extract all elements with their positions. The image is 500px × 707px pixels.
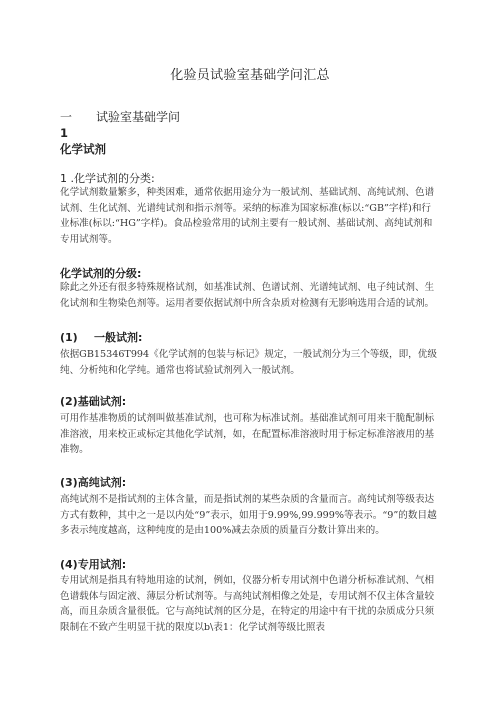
section-number: 一 [60, 110, 73, 124]
paragraph-general-reagent: 依据GB15346T994《化学试剂的包装与标记》规定，一般试剂分为三个等级，即，优级纯、分析纯和化学纯。通常也将试验试剂列入一般试剂。 [60, 349, 437, 376]
heading-grading: 化学试剂的分级: [60, 267, 142, 280]
heading-special-reagent: (4)专用试剂: [60, 558, 127, 571]
paragraph-grading: 除此之外还有很多特殊规格试剂，如基准试剂、色谱试剂、光谱纯试剂、电子纯试剂、生化试剂和生物染色剂等。运用者要依据试剂中所含杂质对检测有无影响选用合适的试剂。 [60, 282, 435, 309]
heading-general-label: 一般试剂: [94, 331, 143, 344]
section-heading [60, 108, 180, 125]
paragraph-classification: 化学试剂数量繁多，种类困难，通常依据用途分为一般试剂、基础试剂、高纯试剂、色谱试剂、生化试剂、光谱纯试剂和指示剂等。采纳的标准为国家标准(标以:“GB”字样)和行业标准(标以:“HG”字样)。食品检验常用的试剂主要有一般试剂、基础试剂、高纯试剂和专用试剂等。 [60, 187, 435, 245]
section-label: 试验室基础学问 [96, 110, 181, 124]
subsection-title: 化学试剂 [60, 142, 106, 156]
heading-high-purity: (3)高纯试剂: [60, 476, 127, 489]
paragraph-basic-reagent: 可用作基准物质的试剂叫做基准试剂，也可称为标准试剂。基础准试剂可用来干脆配制标准溶液，用来校正或标定其他化学试剂，如，在配置标准溶液时用于标定标准溶液用的基准物。 [60, 413, 435, 456]
subsection-number: 1 [60, 126, 69, 140]
heading-classification: 1 .化学试剂的分类: [60, 172, 155, 185]
paragraph-special-reagent: 专用试剂是指具有特地用途的试剂，例如，仪器分析专用试剂中色谱分析标准试剂、气相色谱载体与固定液、薄层分析试剂等。与高纯试剂相像之处是，专用试剂不仅主体含量较高，而且杂质含量很低。它与高纯试剂的区分是，在特定的用途中有干扰的杂质成分只须限制在不致产生明显干扰的限度以b\表1：化学试剂等级比照表 [60, 575, 435, 633]
heading-basic-reagent: (2)基础试剂: [60, 395, 127, 408]
document-title: 化验员试验室基础学问汇总 [170, 68, 330, 83]
heading-general-number: (1) [60, 331, 78, 344]
paragraph-high-purity: 高纯试剂不是指试剂的主体含量，而是指试剂的某些杂质的含量而言。高纯试剂等级表达方式有数种，其中之一是以内处“9”表示，如用于9.99%,99.999%等表示。“9”的数目越多表示纯度越高，这种纯度的是由100%减去杂质的质量百分数计算出来的。 [60, 494, 437, 537]
heading-general-reagent [60, 329, 142, 345]
